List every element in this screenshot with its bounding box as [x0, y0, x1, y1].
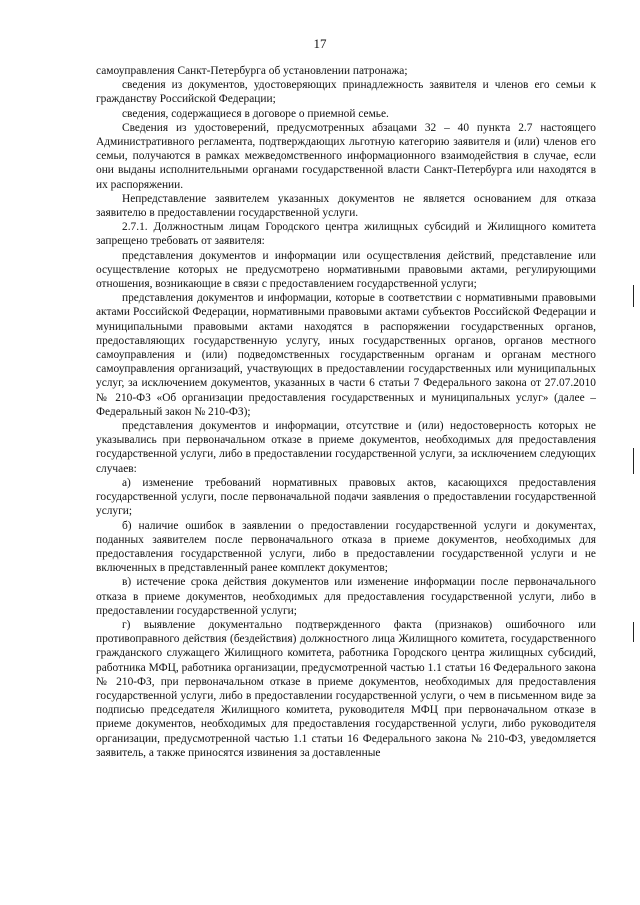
page-number: 17 [313, 36, 327, 51]
document-body [96, 64, 596, 760]
paragraph-4: Сведения из удостоверений, предусмотренных абзацами 32 – 40 пункта 2.7 настоящего Административного регламента, подтверждающих льготную категорию заявителя и (или) членов его семьи, получаются в рамках межведомственного информационного взаимодействия в случае, если они выданы исполнительными органами государственной власти Санкт-Петербурга или находятся в их распоряжении. [96, 121, 596, 191]
paragraph-1: самоуправления Санкт-Петербурга об установлении патронажа; [96, 65, 408, 77]
scan-margin-mark [633, 285, 634, 307]
paragraph-7: представления документов и информации или осуществления действий, представление или осуществление которых не предусмотрено нормативными правовыми актами, регулирующими отношения, возникающие в связи с предоставлением государственной услуги; [96, 249, 596, 291]
paragraph-11: б) наличие ошибок в заявлении о предоставлении государственной услуги и документах, поданных заявителем после первоначального отказа в приеме документов, необходимых для предоставления государственной услуги, либо в предоставлении государственной услуги и не включенных в представленный ранее комплект документов; [96, 519, 596, 575]
scan-margin-mark [633, 622, 634, 642]
paragraph-9: представления документов и информации, отсутствие и (или) недостоверность которых не указывались при первоначальном отказе в приеме документов, необходимых для предоставления государственной услуги, либо в предоставлении государственной услуги, за исключением следующих случаев: [96, 420, 596, 475]
paragraph-2: сведения из документов, удостоверяющих принадлежность заявителя и членов его семьи к гражданству Российской Федерации; [96, 79, 596, 106]
paragraph-3: сведения, содержащиеся в договоре о приемной семье. [122, 107, 389, 120]
paragraph-12: в) истечение срока действия документов или изменение информации после первоначального отказа в приеме документов, необходимых для предоставления государственной услуги, либо в предоставлении государственной услуги; [96, 576, 596, 617]
scan-margin-mark [633, 448, 634, 474]
paragraph-5: Непредставление заявителем указанных документов не является основанием для отказа заявителю в предоставлении государственной услуги. [96, 192, 596, 220]
paragraph-13: г) выявление документально подтвержденного факта (признаков) ошибочного или противоправного действия (бездействия) должностного лица Жилищного комитета, государственного гражданского служащего Жилищного комитета, работника Городского центра жилищных субсидий, работника МФЦ, работника организации, предусмотренной частью 1.1 статьи 16 Федерального закона № 210-ФЗ, при первоначальном отказе в приеме документов, необходимых для предоставления государственной услуги, либо в предоставлении государственной услуги, о чем в письменном виде за подписью председателя Жилищного комитета, руководителя МФЦ при первоначальном отказе в приеме документов, необходимых для предоставления государственной услуги, либо руководителя организации, предусмотренной частью 1.1 статьи 16 Федерального закона № 210-ФЗ, уведомляется заявитель, а также приносятся извинения за доставленные [96, 618, 596, 759]
paragraph-6: 2.7.1. Должностным лицам Городского центра жилищных субсидий и Жилищного комитета запрещено требовать от заявителя: [96, 221, 596, 248]
paragraph-8: представления документов и информации, которые в соответствии с нормативными правовыми актами Российской Федерации, нормативными правовыми актами субъектов Российской Федерации и муниципальными правовыми актами находятся в распоряжении государственных органов, предоставляющих государственную услугу, иных государственных органов, органов местного самоуправления и (или) подведомственных государственным органам и органам местного самоуправления организаций, участвующих в предоставлении государственных или муниципальных услуг, за исключением документов, указанных в части 6 статьи 7 Федерального закона от 27.07.2010 № 210-ФЗ «Об организации предоставления государственных и муниципальных услуг» (далее – Федеральный закон № 210-ФЗ); [96, 292, 596, 418]
paragraph-10: а) изменение требований нормативных правовых актов, касающихся предоставления государственной услуги, после первоначальной подачи заявления о предоставлении государственной услуги; [96, 476, 596, 518]
